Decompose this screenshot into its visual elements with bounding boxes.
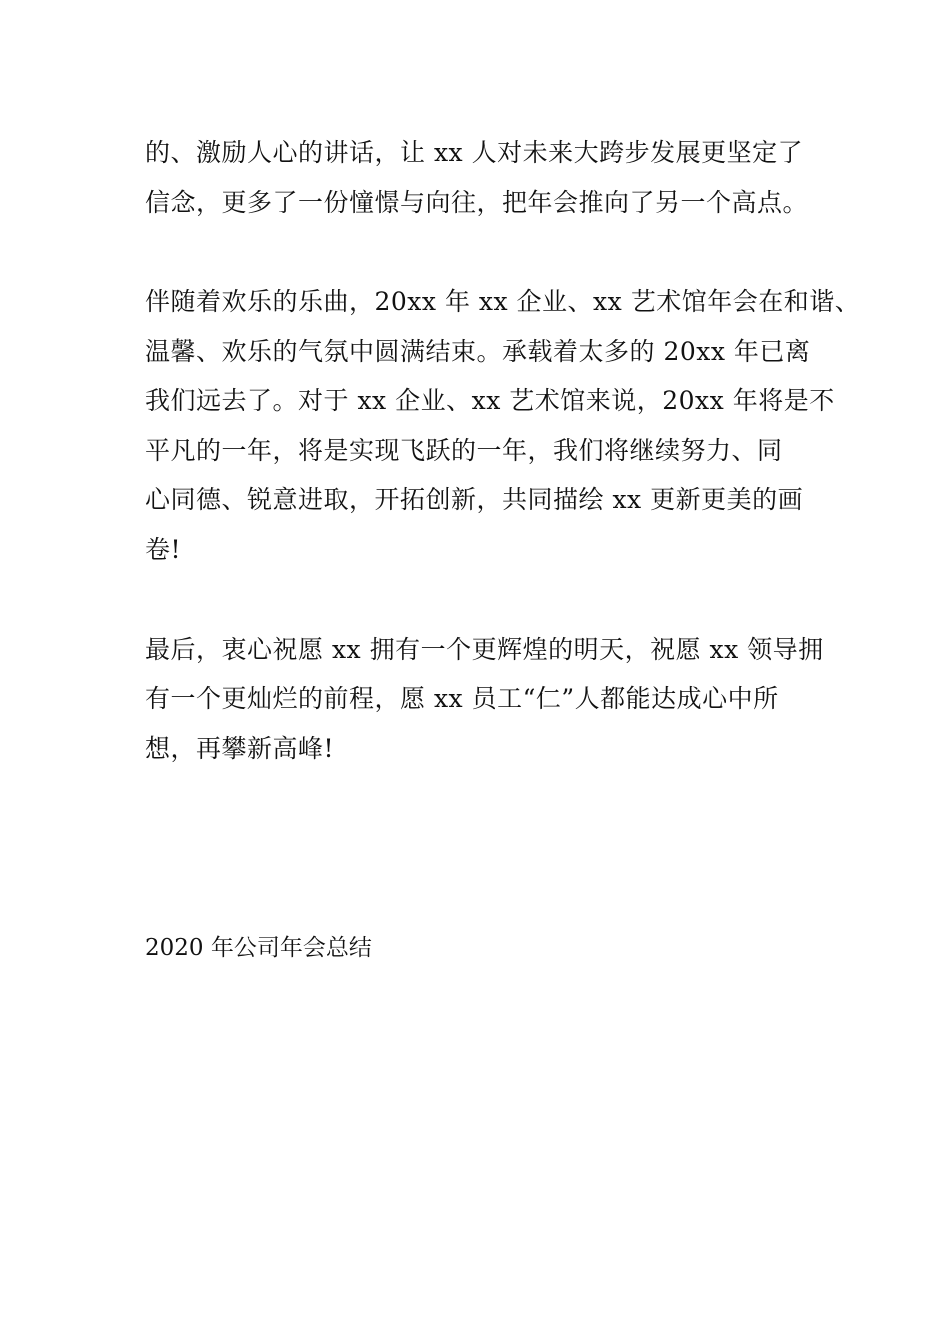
paragraph-2-line-3: 我们远去了。对于 xx 企业、xx 艺术馆来说，20xx 年将是不 bbox=[145, 386, 835, 415]
paragraph-1-line-2: 信念，更多了一份憧憬与向往，把年会推向了另一个高点。 bbox=[145, 188, 809, 217]
next-section-title: 2020 年公司年会总结 bbox=[145, 935, 372, 961]
paragraph-3-line-1: 最后，衷心祝愿 xx 拥有一个更辉煌的明天，祝愿 xx 领导拥 bbox=[145, 635, 824, 664]
paragraph-1-line-1: 的、激励人心的讲话，让 xx 人对未来大跨步发展更坚定了 bbox=[145, 138, 804, 167]
paragraph-2-line-5: 心同德、锐意进取，开拓创新，共同描绘 xx 更新更美的画 bbox=[145, 485, 804, 514]
paragraph-2-line-6: 卷! bbox=[145, 535, 182, 564]
paragraph-3-line-2: 有一个更灿烂的前程，愿 xx 员工“仁”人都能达成心中所 bbox=[145, 684, 779, 713]
paragraph-2-line-4: 平凡的一年，将是实现飞跃的一年，我们将继续努力、同 bbox=[145, 436, 783, 465]
paragraph-2-line-2: 温馨、欢乐的气氛中圆满结束。承载着太多的 20xx 年已离 bbox=[145, 337, 811, 366]
paragraph-2-line-1: 伴随着欢乐的乐曲，20xx 年 xx 企业、xx 艺术馆年会在和谐、 bbox=[145, 287, 861, 316]
paragraph-3-line-3: 想，再攀新高峰! bbox=[145, 734, 335, 763]
